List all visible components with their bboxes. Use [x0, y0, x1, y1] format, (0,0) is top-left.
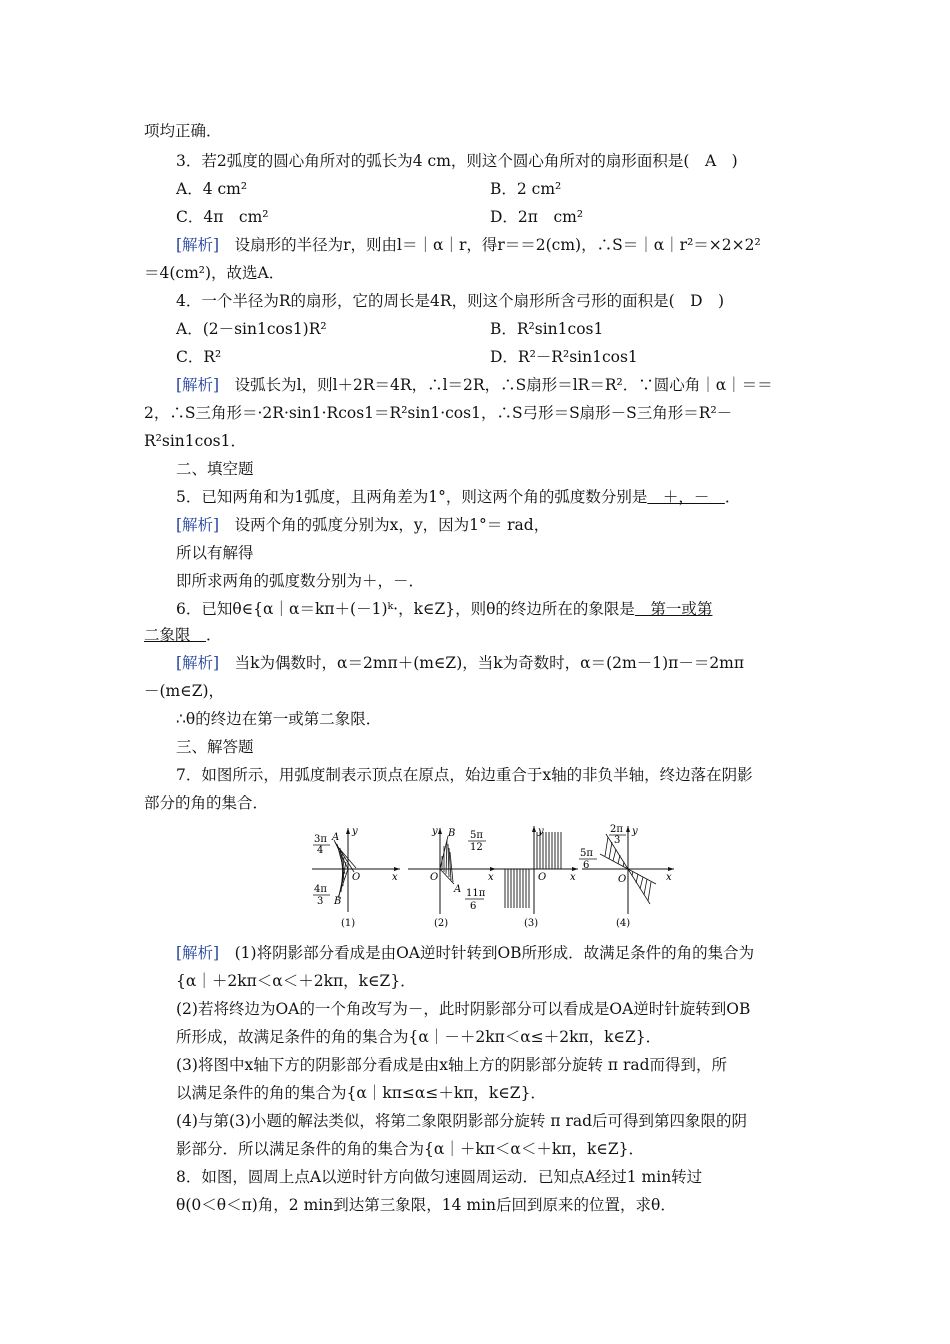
point-label: A: [332, 832, 340, 843]
question-7: 7．如图所示，用弧度制表示顶点在原点，始边重合于x轴的非负半轴，终边落在阴影: [176, 766, 753, 784]
figure-2: [404, 822, 500, 932]
question-8-cont: θ(0＜θ＜π)角，2 min到达第三象限，14 min后回到原来的位置，求θ．: [176, 1196, 676, 1214]
solution-tag: [解析]: [176, 236, 220, 254]
option-c: C．R²: [176, 348, 222, 366]
answer-blank: 二象限: [144, 626, 207, 644]
origin-label: O: [538, 872, 547, 883]
solution-7-cont: {α｜＋2kπ＜α＜＋2kπ，k∈Z}．: [176, 972, 416, 990]
point-label: A: [454, 884, 462, 895]
axis-label: y: [632, 826, 638, 837]
angle-label: 4π: [314, 884, 327, 895]
option-b: B．2 cm²: [490, 180, 562, 198]
option-a: A．(2－sin1cos1)R²: [176, 320, 327, 338]
solution-7-cont: 影部分．所以满足条件的角的集合为{α｜＋kπ＜α＜＋kπ，k∈Z}．: [176, 1140, 644, 1158]
angle-label: 3: [317, 896, 324, 907]
origin-label: O: [618, 874, 627, 885]
figure-caption: (1): [341, 918, 356, 929]
axis-label: x: [392, 872, 398, 883]
figure-1: [308, 822, 404, 932]
section-heading-fill: 二、填空题: [176, 460, 254, 478]
solution-6-cont: ∴θ的终边在第一或第二象限．: [176, 710, 382, 728]
solution-5: [176, 514, 846, 536]
solution-tag: [解析]: [176, 376, 220, 394]
figure-caption: (2): [434, 918, 449, 929]
angle-label: 6: [470, 901, 477, 912]
question-6-cont: [144, 624, 814, 646]
option-b: B．R²sin1cos1: [490, 320, 604, 338]
angle-label: 6: [583, 860, 590, 871]
solution-tag: [解析]: [176, 944, 220, 962]
solution-text: 设扇形的半径为r，则由l＝｜α｜r，得r＝＝2(cm)，∴S＝｜α｜r²＝×2×2²: [219, 236, 761, 254]
solution-text: (1)将阴影部分看成是由OA逆时针转到OB所形成．故满足条件的角的集合为: [219, 944, 755, 962]
solution-4: [176, 374, 846, 396]
option-a: A．4 cm²: [176, 180, 248, 198]
answer-blank: ＋，－: [647, 488, 725, 506]
angle-label: 3: [614, 835, 621, 846]
question-text: 6．已知θ∈{α｜α＝kπ＋(－1)ᵏ·，k∈Z}，则θ的终边所在的象限是: [176, 600, 635, 618]
question-4: 4．一个半径为R的扇形，它的周长是4R，则这个扇形所含弓形的面积是( D ): [176, 292, 725, 310]
angle-label: 4: [317, 845, 324, 856]
axis-label: y: [538, 826, 544, 837]
question-text: 5．已知两角和为1弧度，且两角差为1°，则这两个角的弧度数分别是: [176, 488, 648, 506]
solution-text: 当k为偶数时，α＝2mπ＋(m∈Z)，当k为奇数时，α＝(2m－1)π－＝2mπ: [219, 654, 745, 672]
question-8: 8．如图，圆周上点A以逆时针方向做匀速圆周运动．已知点A经过1 min转过: [176, 1168, 703, 1186]
section-heading-answer: 三、解答题: [176, 738, 254, 756]
solution-7-cont: 以满足条件的角的集合为{α｜kπ≤α≤＋kπ，k∈Z}．: [176, 1084, 546, 1102]
solution-3: [176, 234, 846, 256]
solution-7-cont: (2)若将终边为OA的一个角改写为－，此时阴影部分可以看成是OA逆时针旋转到OB: [176, 1000, 751, 1018]
solution-6-cont: －(m∈Z)，: [144, 682, 225, 700]
period: ．: [724, 488, 741, 506]
solution-4-cont: 2，∴S三角形＝·2R·sin1·Rcos1＝R²sin1·cos1，∴S弓形＝S扇形－S三角形＝R²－: [144, 404, 733, 422]
figure-4: [578, 822, 678, 932]
solution-text: 设两个角的弧度分别为x，y，因为1°＝ rad，: [219, 516, 550, 534]
solution-4-cont: R²sin1cos1．: [144, 432, 246, 450]
solution-6: [176, 652, 846, 674]
answer-blank: 第一或第: [634, 600, 713, 618]
origin-label: O: [430, 872, 439, 883]
period: ．: [206, 626, 222, 644]
figure-caption: (3): [524, 918, 539, 929]
solution-tag: [解析]: [176, 654, 220, 672]
solution-7-cont: 所形成，故满足条件的角的集合为{α｜－＋2kπ＜α≤＋2kπ，k∈Z}．: [176, 1028, 662, 1046]
solution-5-cont: 即所求两角的弧度数分别为＋，－．: [176, 572, 425, 590]
option-c: C．4π cm²: [176, 208, 269, 226]
angle-label: 12: [470, 842, 483, 853]
axis-label: y: [352, 826, 358, 837]
option-d: D．2π cm²: [490, 208, 584, 226]
solution-5-cont: 所以有解得: [176, 544, 254, 562]
solution-text: 设弧长为l，则l＋2R＝4R，∴l＝2R，∴S扇形＝lR＝R²．∵圆心角｜α｜＝＝: [219, 376, 773, 394]
solution-3-cont: ＝4(cm²)，故选A．: [144, 264, 285, 282]
question-6: [176, 598, 846, 620]
figure-3: [490, 822, 582, 932]
option-d: D．R²－R²sin1cos1: [490, 348, 638, 366]
angle-label: 2π: [610, 824, 623, 835]
axis-label: x: [666, 872, 672, 883]
axis-label: x: [488, 872, 494, 883]
angle-label: 3π: [314, 834, 327, 845]
solution-7: [176, 942, 846, 964]
solution-tag: [解析]: [176, 516, 220, 534]
angle-label: 5π: [580, 848, 593, 859]
solution-7-cont: (4)与第(3)小题的解法类似，将第二象限阴影部分旋转 π rad后可得到第四象限的阴: [176, 1112, 748, 1130]
origin-label: O: [352, 872, 361, 883]
question-5: [176, 486, 846, 508]
point-label: B: [448, 828, 456, 839]
question-7-cont: 部分的角的集合．: [144, 794, 269, 812]
axis-label: y: [432, 826, 438, 837]
figure-caption: (4): [616, 918, 631, 929]
axis-label: x: [570, 872, 576, 883]
text-line: 项均正确．: [144, 122, 222, 140]
angle-label: 5π: [470, 830, 483, 841]
point-label: B: [334, 896, 342, 907]
question-3: 3．若2弧度的圆心角所对的弧长为4 cm，则这个圆心角所对的扇形面积是( A ): [176, 152, 738, 170]
solution-7-cont: (3)将图中x轴下方的阴影部分看成是由x轴上方的阴影部分旋转 π rad而得到，所: [176, 1056, 728, 1074]
angle-label: 11π: [466, 888, 486, 899]
